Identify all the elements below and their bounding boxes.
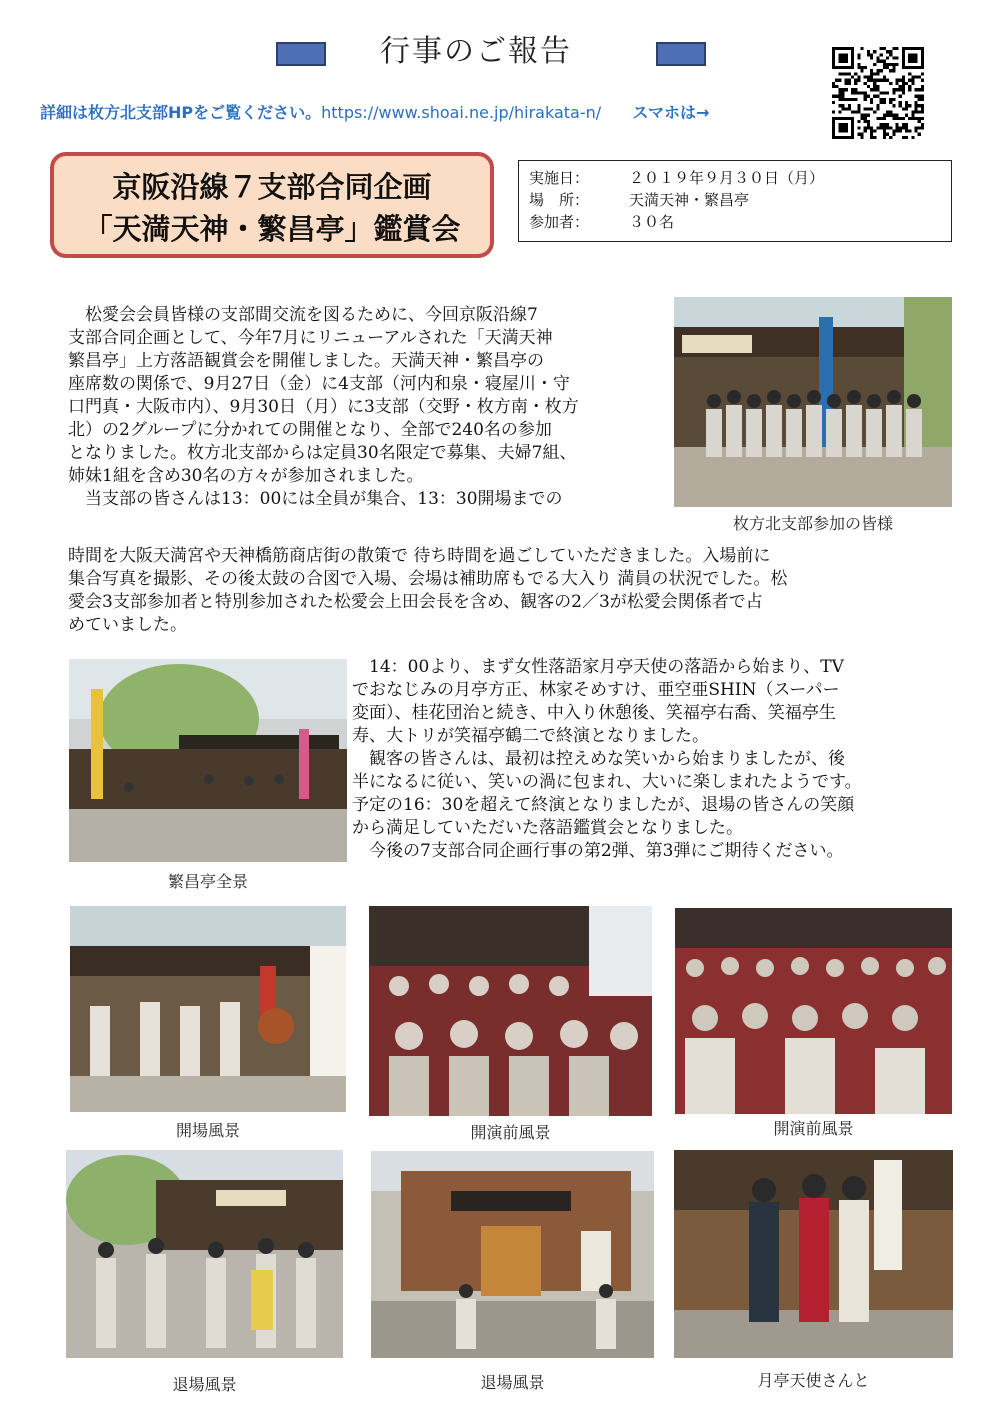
text-line: 口門真・大阪市内）、9月30日（月）に3支部（交野・枚方南・枚方 [68, 397, 579, 417]
text-line: 支部合同企画として、今年7月にリニューアルされた「天満天神 [68, 328, 553, 348]
place-value: 天満天神・繁昌亭 [629, 191, 750, 209]
page-title: 行事のご報告 [380, 34, 572, 69]
middle-paragraph [68, 545, 948, 637]
text-line: 松愛会会員皆様の支部間交流を図るために、今回京阪沿線7 [68, 305, 538, 325]
exit-caption-1: 退場風景 [172, 1375, 237, 1394]
event-title-line2: 「天満天神・繁昌亭」鑑賞会 [83, 212, 461, 246]
text-line: 繁昌亭」上方落語観賞会を開催しました。天満天神・繁昌亭の [68, 351, 544, 371]
event-title-line1: 京阪沿線７支部合同企画 [112, 170, 432, 204]
place-label: 場 所： [529, 191, 590, 209]
group-photo [674, 297, 952, 507]
text-line: 14：00より、まず女性落語家月亭天使の落語から始まり、TV [352, 657, 844, 677]
text-line: めていました。 [68, 615, 187, 635]
group-photo-caption: 枚方北支部参加の皆様 [732, 514, 893, 533]
event-title-box [50, 152, 494, 258]
text-line: 当支部の皆さんは13：00には全員が集合、13：30開場までの [68, 489, 563, 509]
text-line: 予定の16：30を超えて終演となりましたが、退場の皆さんの笑顔 [352, 795, 855, 815]
exterior-photo [69, 659, 347, 862]
performance-paragraph [352, 656, 952, 863]
text-line: 集合写真を撮影、その後太鼓の合図で入場、会場は補助席もでる大入り 満員の状況でした。松 [68, 569, 788, 589]
smartphone-text: スマホは→ [632, 103, 710, 122]
detail-line [40, 100, 709, 123]
text-line: 座席数の関係で、9月27日（金）に4支部（河内和泉・寝屋川・守 [68, 374, 570, 394]
before-show-photo-1 [369, 906, 652, 1116]
exit-photo-1 [66, 1150, 343, 1358]
participants-label: 参加者： [529, 213, 590, 231]
before-show-caption-1: 開演前風景 [470, 1123, 551, 1142]
text-line: 北）の2グループに分かれての開催となり、全部で240名の参加 [68, 420, 552, 440]
text-line: 姉妹1組を含め30名の方々が参加されました。 [68, 466, 424, 486]
participants-value: ３０名 [629, 213, 675, 231]
text-line: 今後の7支部合同企画行事の第2弾、第3弾にご期待ください。 [352, 841, 844, 861]
with-tenshi-caption: 月亭天使さんと [757, 1371, 870, 1390]
event-info-box [518, 160, 952, 242]
text-line: 観客の皆さんは、最初は控えめな笑いから始まりましたが、後 [352, 749, 845, 769]
header-decoration-right [656, 42, 706, 66]
before-show-photo-2 [675, 908, 952, 1114]
exterior-photo-caption: 繁昌亭全景 [167, 872, 248, 891]
opening-caption: 開場風景 [175, 1121, 240, 1140]
text-line: でおなじみの月亭方正、林家そめすけ、亜空亜SHIN（スーパー [352, 680, 840, 700]
text-line: 寿、大トリが笑福亭鶴二で終演となりました。 [352, 726, 709, 746]
header-decoration-left [276, 42, 326, 66]
with-tenshi-photo [674, 1150, 953, 1358]
before-show-caption-2: 開演前風景 [773, 1119, 854, 1138]
date-label: 実施日： [529, 169, 590, 187]
text-line: 時間を大阪天満宮や天神橋筋商店街の散策で 待ち時間を過ごしていただきました。入場前に [68, 546, 771, 566]
text-line: 半になるに従い、笑いの渦に包まれ、大いに楽しまれたようです。 [352, 772, 862, 792]
date-row [529, 167, 941, 189]
place-row [529, 189, 941, 211]
text-line: から満足していただいた落語鑑賞会となりました。 [352, 818, 743, 838]
detail-text: 詳細は枚方北支部HPをご覧ください。 [40, 103, 322, 122]
qr-code[interactable] [832, 47, 924, 139]
intro-paragraph [68, 304, 666, 511]
website-link[interactable]: https://www.shoai.ne.jp/hirakata-n/ [321, 103, 602, 122]
participants-row [529, 211, 941, 233]
text-line: 変面）、桂花団治と続き、中入り休憩後、笑福亭右喬、笑福亭生 [352, 703, 836, 723]
date-value: ２０１９年９月３０日（月） [629, 169, 825, 187]
opening-photo [70, 906, 346, 1112]
text-line: 愛会3支部参加者と特別参加された松愛会上田会長を含め、観客の2／3が松愛会関係者で占 [68, 592, 763, 612]
exit-photo-2 [371, 1151, 654, 1358]
exit-caption-2: 退場風景 [480, 1373, 545, 1392]
text-line: となりました。枚方北支部からは定員30名限定で募集、夫婦7組、 [68, 443, 577, 463]
